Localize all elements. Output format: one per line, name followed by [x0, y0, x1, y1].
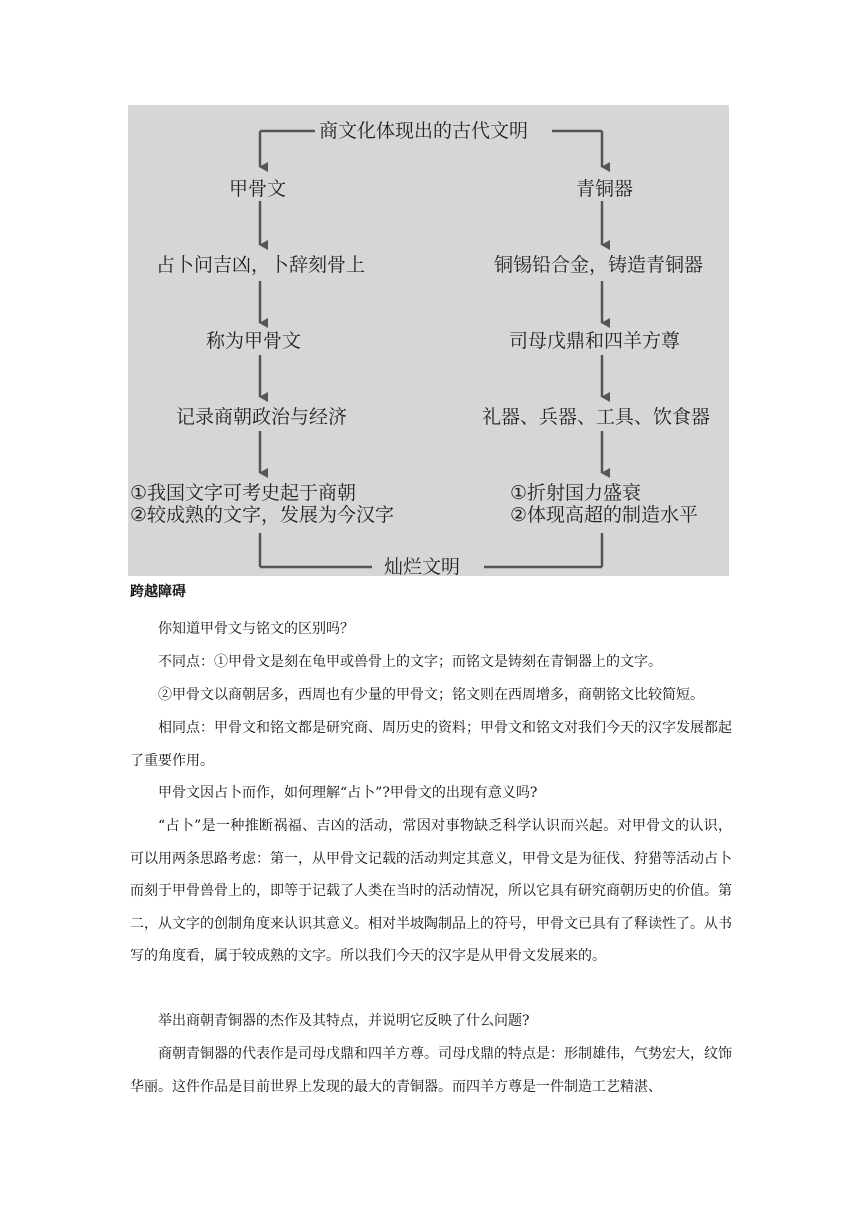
answer-1-similarity: 相同点：甲骨文和铭文都是研究商、周历史的资料；甲骨文和铭文对我们今天的汉字发展都起了重要作用。 [130, 720, 732, 769]
left-result-2: ②较成熟的文字，发展为今汉字 [130, 504, 395, 526]
left-result-1: ①我国文字可考史起于商朝 [130, 482, 357, 504]
right-step-types: 礼器、兵器、工具、饮食器 [482, 406, 711, 428]
right-step-masterpieces: 司母戊鼎和四羊方尊 [509, 330, 681, 352]
concept-diagram [128, 105, 729, 576]
section-heading: 跨越障碍 [130, 584, 186, 600]
diagram-top-title: 商文化体现出的古代文明 [319, 120, 529, 142]
left-step-record: 记录商朝政治与经济 [176, 406, 348, 428]
question-3: 举出商朝青铜器的杰作及其特点，并说明它反映了什么问题? [158, 1013, 530, 1029]
diagram-bottom-title: 灿烂文明 [384, 556, 461, 576]
answer-1-difference-2: ②甲骨文以商朝居多，西周也有少量的甲骨文；铭文则在西周增多，商朝铭文比较简短。 [158, 687, 704, 703]
right-step-alloy: 铜锡铅合金，铸造青铜器 [494, 254, 704, 276]
right-title-bronze: 青铜器 [576, 178, 634, 200]
answer-1-difference-1: 不同点：①甲骨文是刻在龟甲或兽骨上的文字；而铭文是铸刻在青铜器上的文字。 [158, 654, 662, 670]
question-2: 甲骨文因占卜而作，如何理解“占卜”?甲骨文的出现有意义吗? [158, 785, 538, 801]
right-result-2: ②体现高超的制造水平 [510, 504, 699, 526]
question-1: 你知道甲骨文与铭文的区别吗？ [158, 621, 354, 637]
answer-3: 商朝青铜器的代表作是司母戊鼎和四羊方尊。司母戊鼎的特点是：形制雄伟，气势宏大，纹饰华丽。这件作品是目前世界上发现的最大的青铜器。而四羊方尊是一件制造工艺精湛、 [130, 1046, 732, 1095]
left-step-divination: 占卜问吉凶，卜辞刻骨上 [156, 254, 366, 276]
right-result-1: ①折射国力盛衰 [510, 482, 642, 504]
answer-2: “占卜”是一种推断祸福、吉凶的活动，常因对事物缺乏科学认识而兴起。对甲骨文的认识，可以用两条思路考虑：第一，从甲骨文记载的活动判定其意义，甲骨文是为征伐、狩猎等活动占卜而刻于甲骨兽骨上的，即等于记载了人类在当时的活动情况，所以它具有研究商朝历史的价值。第二，从文字的创制角度来认识其意义。相对半坡陶制品上的符号，甲骨文已具有了释读性了。从书写的角度看，属于较成熟的文字。所以我们今天的汉字是从甲骨文发展来的。 [130, 818, 732, 964]
left-step-named: 称为甲骨文 [206, 330, 302, 352]
left-title-oracle-bones: 甲骨文 [229, 178, 287, 200]
